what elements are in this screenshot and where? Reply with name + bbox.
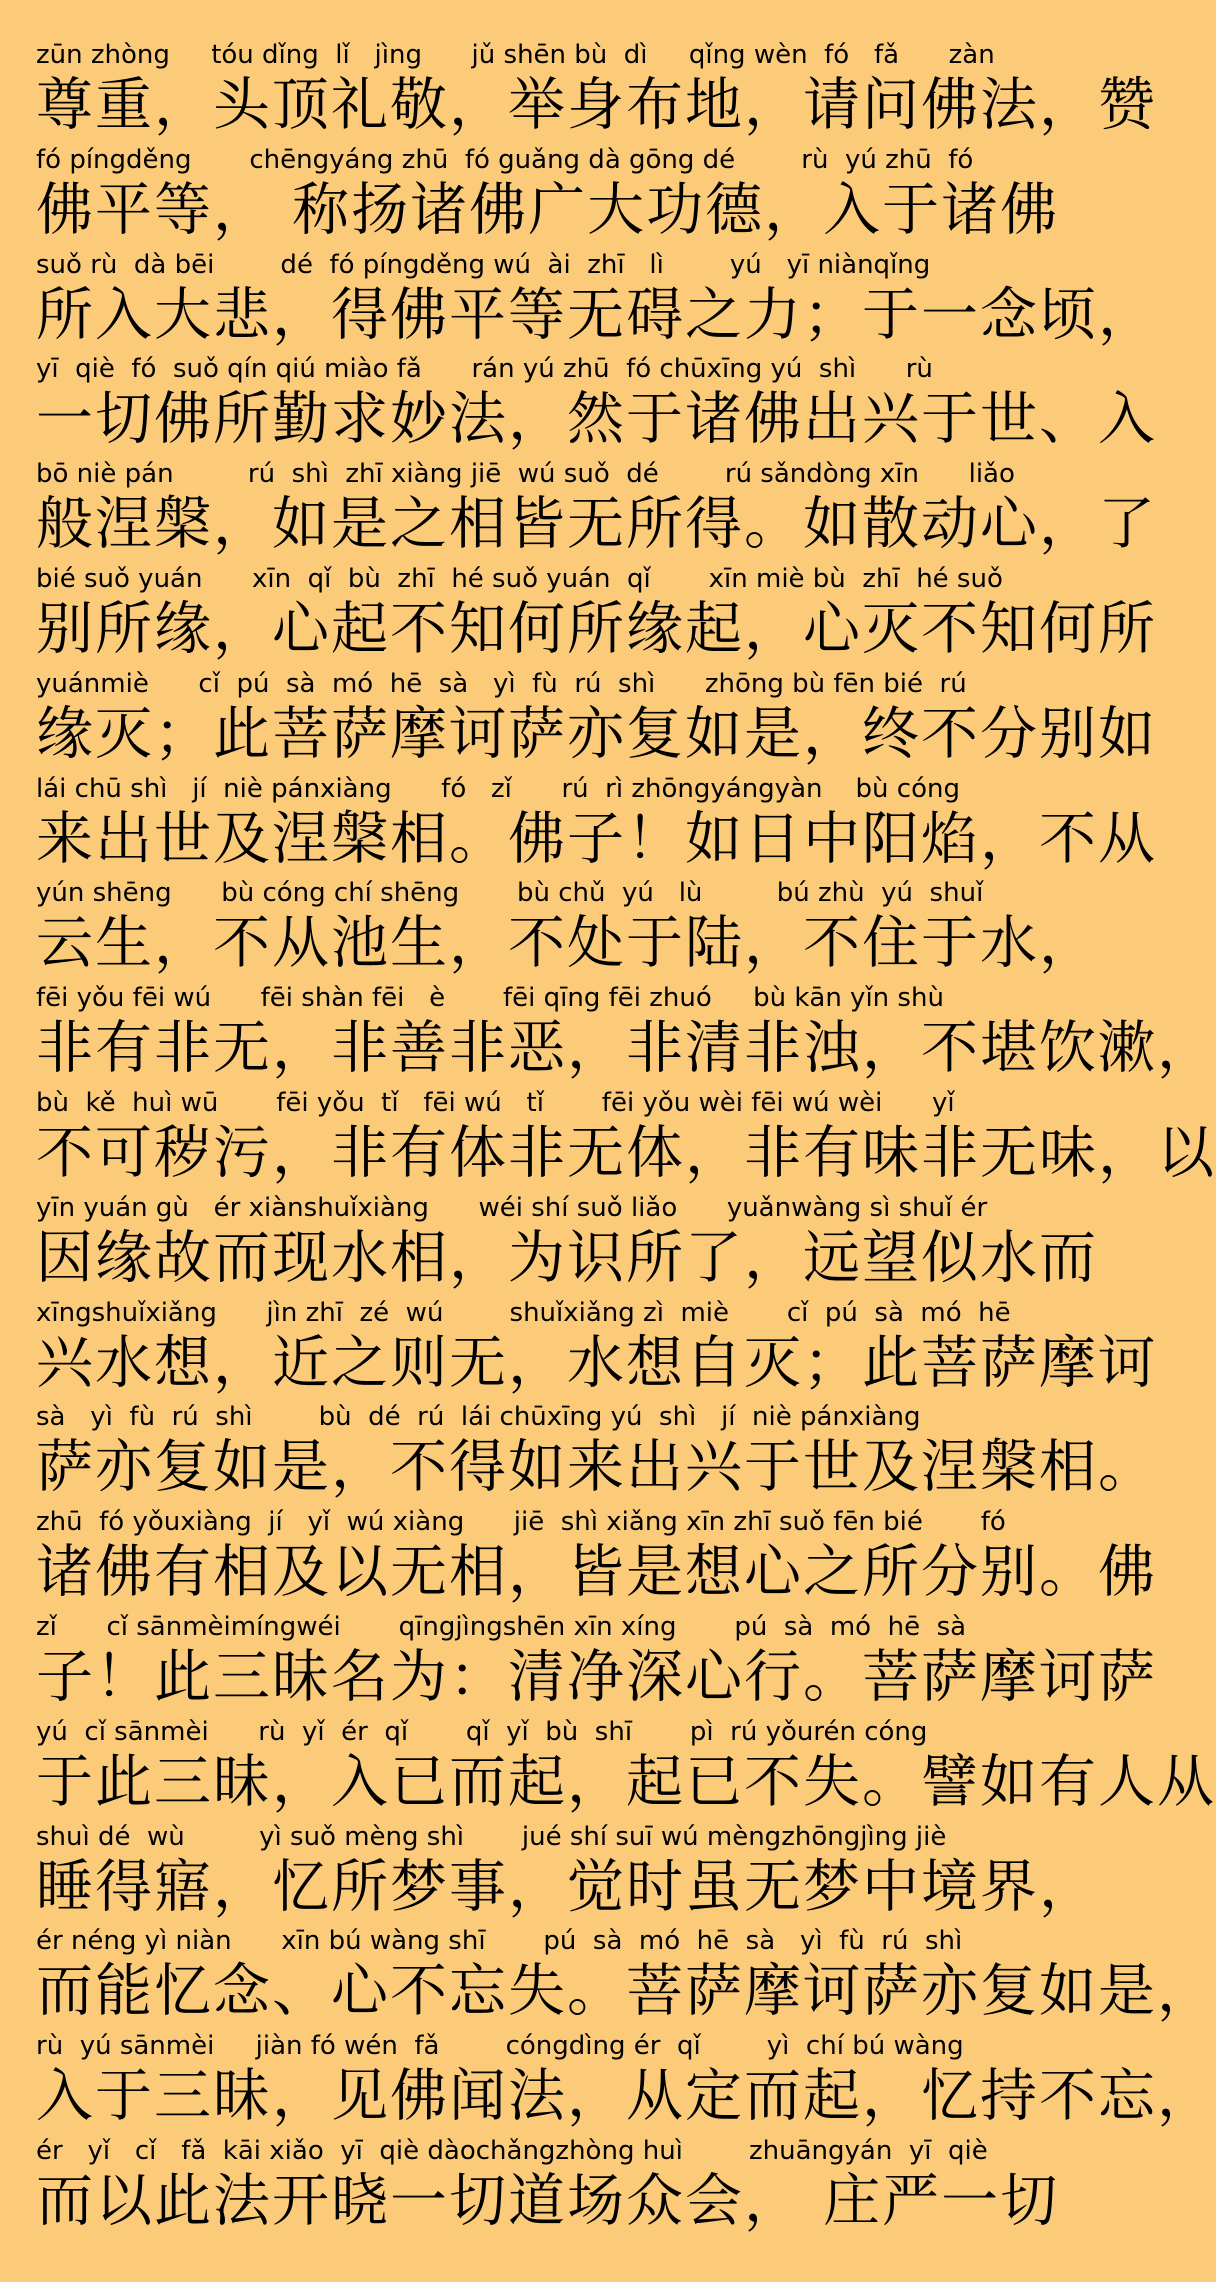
pinyin-annotation: yuánmiè cǐ pú sà mó hē sà yì fù rú shì zhōng bù fēn bié rú	[36, 668, 967, 699]
text-line	[0, 2029, 1216, 2134]
text-line	[0, 1715, 1216, 1820]
pinyin-annotation: rù yú sānmèi jiàn fó wén fǎ cóngdìng ér qǐ yì chí bú wàng	[36, 2031, 964, 2062]
pinyin-annotation: zhū fó yǒuxiàng jí yǐ wú xiàng jiē shì xiǎng xīn zhī suǒ fēn bié fó	[36, 1507, 1006, 1538]
chinese-text: 睡得寤，忆所梦事，觉时虽无梦中境界，	[36, 1853, 1098, 1920]
pinyin-annotation: yún shēng bù cóng chí shēng bù chǔ yú lù bú zhù yú shuǐ	[36, 878, 984, 909]
text-line	[0, 1820, 1098, 1925]
text-line	[0, 1296, 1157, 1401]
pinyin-annotation: lái chū shì jí niè pánxiàng fó zǐ rú rì zhōngyángyàn bù cóng	[36, 773, 960, 804]
pinyin-annotation: zǐ cǐ sānmèimíngwéi qīngjìngshēn xīn xíng pú sà mó hē sà	[36, 1611, 967, 1642]
chinese-text: 诸佛有相及以无相，皆是想心之所分别。佛	[36, 1539, 1157, 1606]
pinyin-annotation: yī qiè fó suǒ qín qiú miào fǎ rán yú zhū fó chūxīng yú shì rù	[36, 354, 933, 385]
pinyin-annotation: suǒ rù dà bēi dé fó píngděng wú ài zhī lì yú yī niànqǐng	[36, 249, 931, 280]
text-line	[0, 1924, 1216, 2029]
chinese-text: 于此三昧，入已而起，起已不失。譬如有人从	[36, 1748, 1216, 1815]
chinese-text: 入于三昧，见佛闻法，从定而起，忆持不忘，	[36, 2063, 1216, 2130]
pinyin-annotation: ér yǐ cǐ fǎ kāi xiǎo yī qiè dàochǎngzhòng huì zhuāngyán yī qiè	[36, 2135, 988, 2166]
chinese-text: 而以此法开晓一切道场众会， 庄严一切	[36, 2167, 1060, 2234]
text-line	[0, 1400, 1157, 1505]
text-line	[0, 562, 1157, 667]
chinese-text: 云生，不从池生，不处于陆，不住于水，	[36, 910, 1098, 977]
text-line	[0, 38, 1157, 143]
pinyin-annotation: bié suǒ yuán xīn qǐ bù zhī hé suǒ yuán qǐ xīn miè bù zhī hé suǒ	[36, 563, 1003, 594]
chinese-text: 尊重，头顶礼敬，举身布地，请问佛法，赞	[36, 72, 1157, 138]
text-line	[0, 876, 1098, 981]
text-line	[0, 248, 1157, 353]
pinyin-annotation: zūn zhòng tóu dǐng lǐ jìng jǔ shēn bù dì qǐng wèn fó fǎ zàn	[36, 40, 995, 70]
chinese-text: 佛平等， 称扬诸佛广大功德，入于诸佛	[36, 176, 1060, 243]
chinese-text: 缘灭；此菩萨摩诃萨亦复如是，终不分别如	[36, 700, 1157, 767]
pinyin-annotation: ér néng yì niàn xīn bú wàng shī pú sà mó hē sà yì fù rú shì	[36, 1926, 963, 1957]
text-line	[0, 1086, 1216, 1191]
pinyin-annotation: fēi yǒu fēi wú fēi shàn fēi è fēi qīng fēi zhuó bù kān yǐn shù	[36, 983, 944, 1014]
text-line	[0, 981, 1216, 1086]
text-line	[0, 667, 1157, 772]
text-line	[0, 772, 1157, 877]
chinese-text: 所入大悲，得佛平等无碍之力；于一念顷，	[36, 281, 1157, 348]
chinese-text: 子！此三昧名为：清净深心行。菩萨摩诃萨	[36, 1643, 1157, 1710]
pinyin-annotation: sà yì fù rú shì bù dé rú lái chūxīng yú shì jí niè pánxiàng	[36, 1402, 921, 1433]
chinese-text: 般涅槃，如是之相皆无所得。如散动心，了	[36, 491, 1157, 558]
pinyin-annotation: yú cǐ sānmèi rù yǐ ér qǐ qǐ yǐ bù shī pì rú yǒurén cóng	[36, 1716, 928, 1747]
pinyin-annotation: bù kě huì wū fēi yǒu tǐ fēi wú tǐ fēi yǒu wèi fēi wú wèi yǐ	[36, 1087, 955, 1118]
text-line	[0, 457, 1157, 562]
text-line	[0, 352, 1157, 457]
text-line	[0, 143, 1080, 248]
text-line	[0, 1191, 1098, 1296]
chinese-text: 非有非无，非善非恶，非清非浊，不堪饮漱，	[36, 1015, 1216, 1082]
pinyin-annotation: bō niè pán rú shì zhī xiàng jiē wú suǒ dé rú sǎndòng xīn liǎo	[36, 459, 1015, 490]
chinese-text: 别所缘，心起不知何所缘起，心灭不知何所	[36, 595, 1157, 662]
chinese-text: 而能忆念、心不忘失。菩萨摩诃萨亦复如是，	[36, 1958, 1216, 2025]
chinese-text: 因缘故而现水相，为识所了，远望似水而	[36, 1224, 1098, 1291]
text-line	[0, 1505, 1157, 1610]
chinese-text: 兴水想，近之则无，水想自灭；此菩萨摩诃	[36, 1329, 1157, 1396]
pinyin-annotation: xīngshuǐxiǎng jìn zhī zé wú shuǐxiǎng zì miè cǐ pú sà mó hē	[36, 1297, 1011, 1328]
chinese-text: 一切佛所勤求妙法，然于诸佛出兴于世、入	[36, 386, 1157, 453]
pinyin-annotation: yīn yuán gù ér xiànshuǐxiàng wéi shí suǒ liǎo yuǎnwàng sì shuǐ ér	[36, 1192, 988, 1223]
chinese-text: 萨亦复如是，不得如来出兴于世及涅槃相。	[36, 1434, 1157, 1501]
chinese-text: 来出世及涅槃相。佛子！如日中阳焰，不从	[36, 805, 1157, 872]
pinyin-annotation: fó píngděng chēngyáng zhū fó guǎng dà gōng dé rù yú zhū fó	[36, 144, 974, 175]
chinese-text: 不可秽污，非有体非无体，非有味非无味，以	[36, 1119, 1216, 1186]
text-line	[0, 2134, 1080, 2239]
text-line	[0, 1610, 1157, 1715]
pinyin-annotation: shuì dé wù yì suǒ mèng shì jué shí suī wú mèngzhōngjìng jiè	[36, 1821, 947, 1852]
